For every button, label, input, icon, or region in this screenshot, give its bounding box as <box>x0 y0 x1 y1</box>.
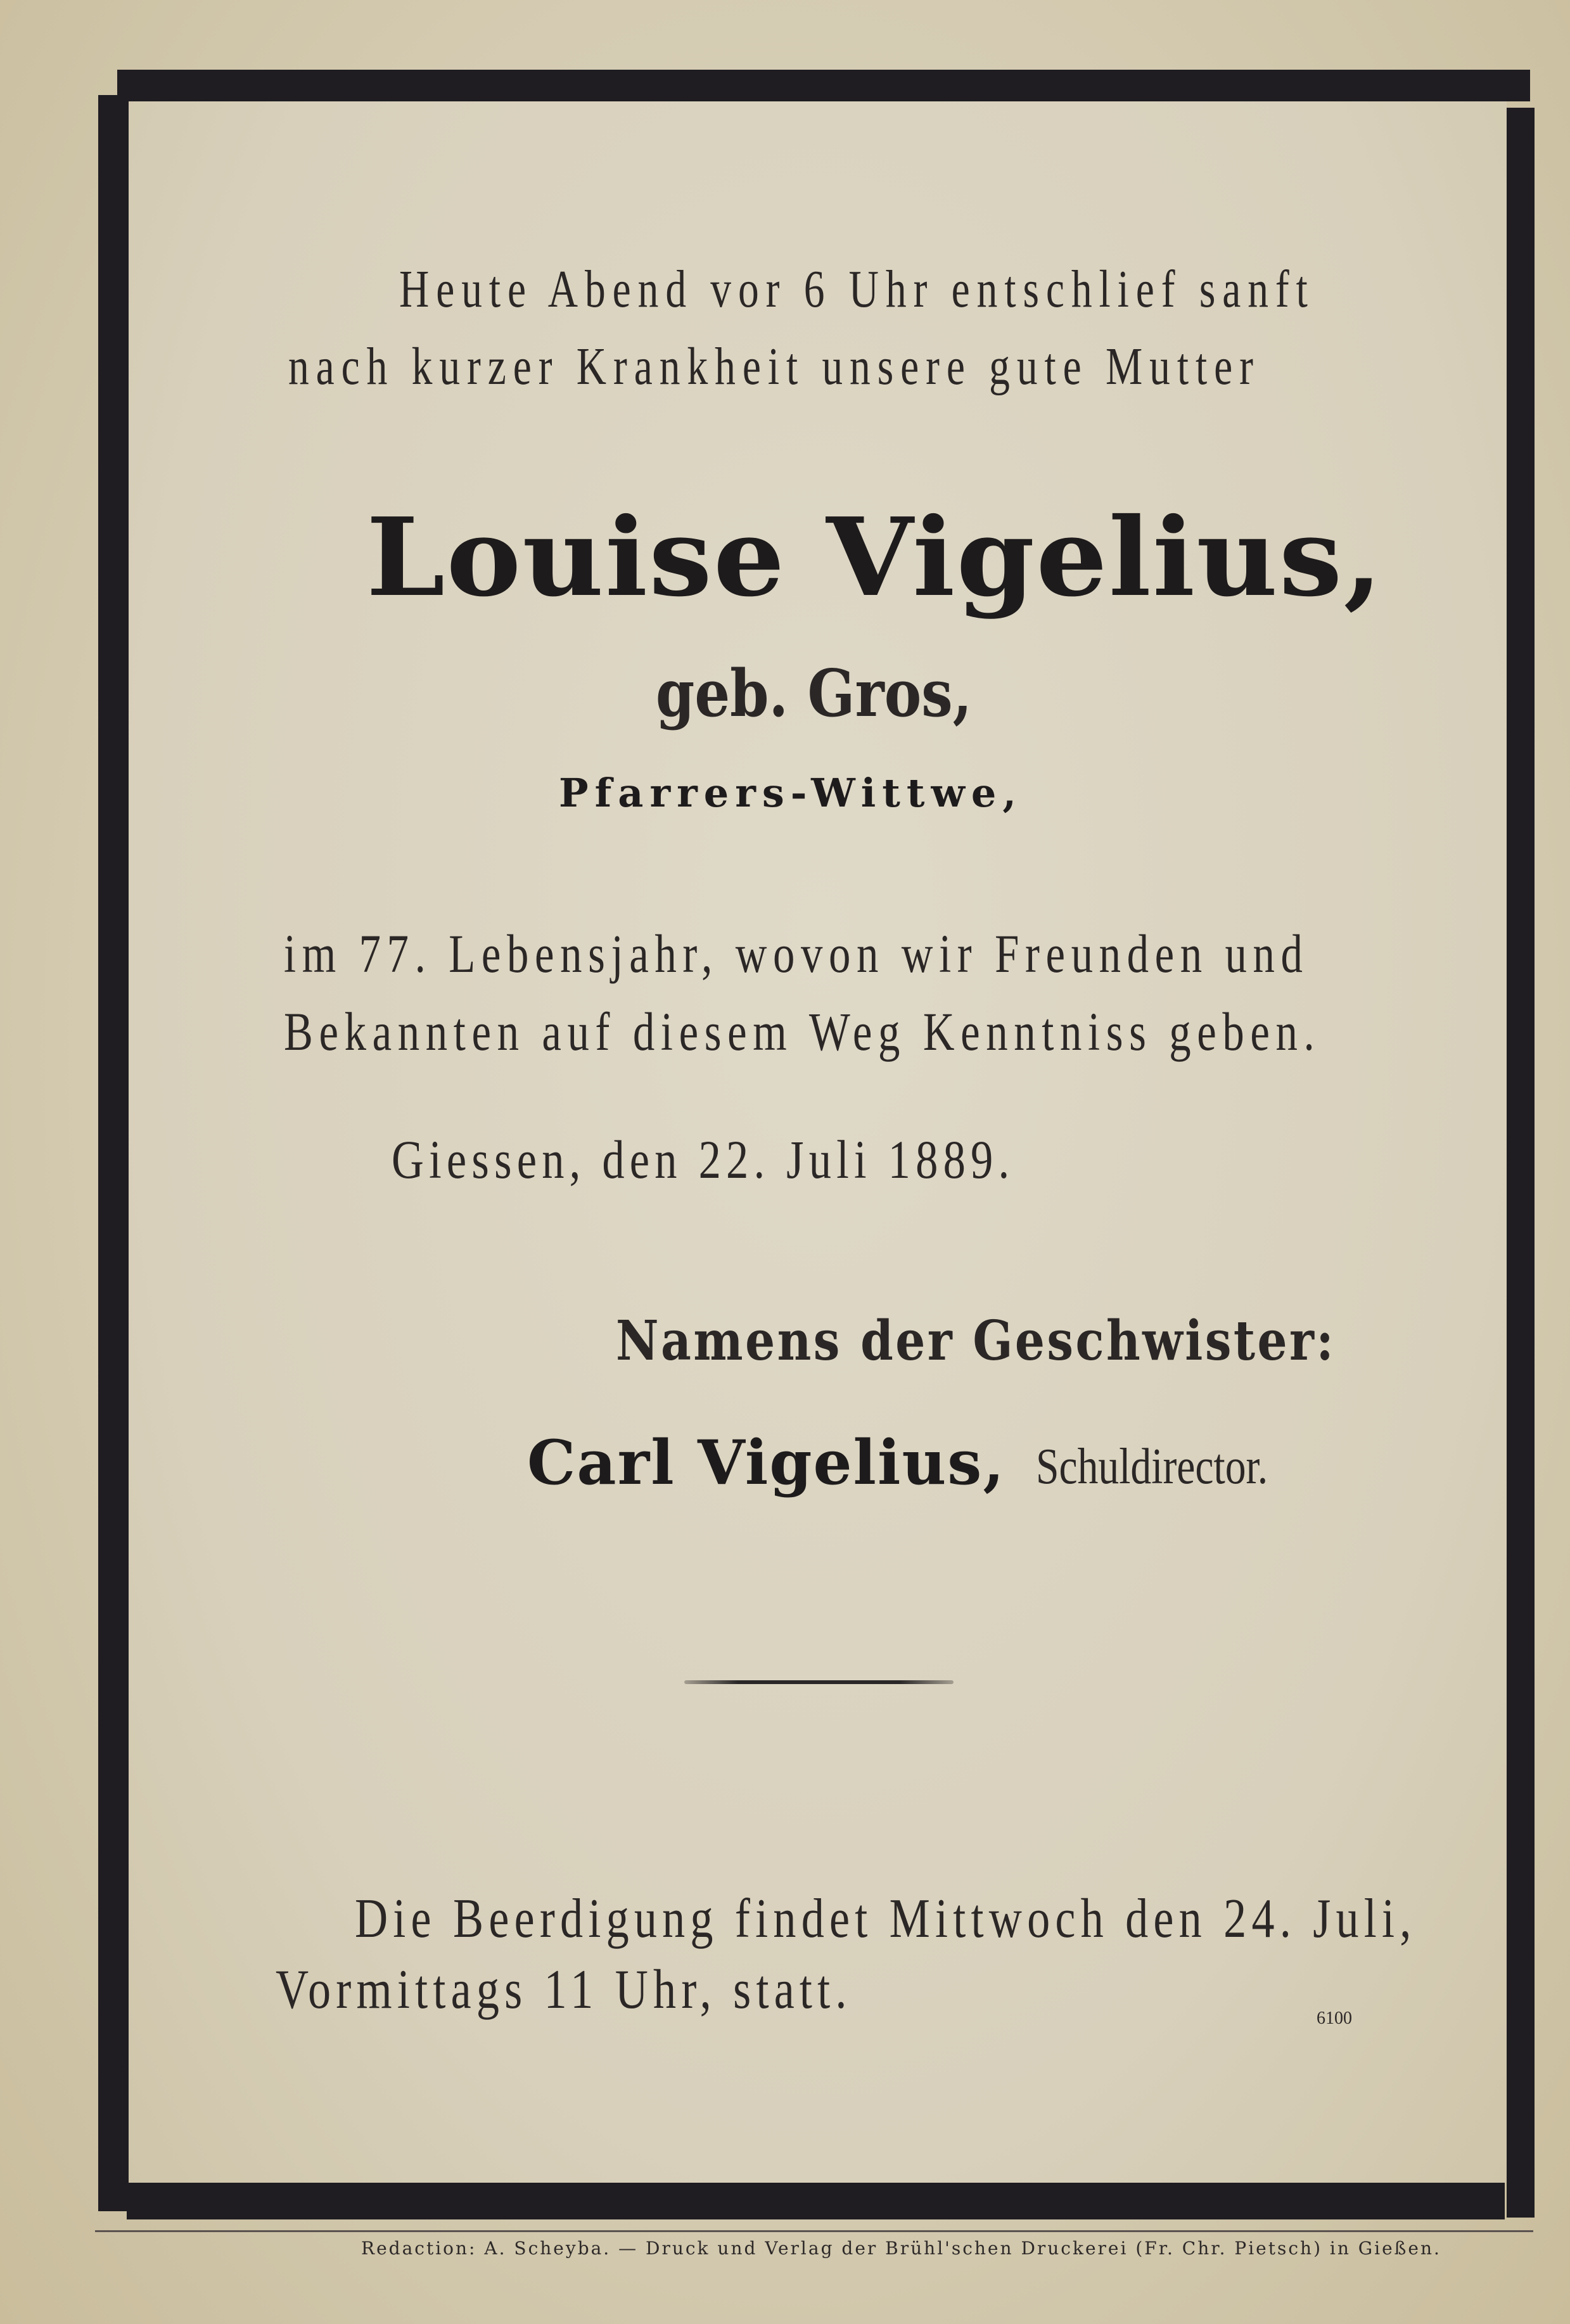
funeral-line-1: Die Beerdigung findet Mittwoch den 24. Juli, <box>355 1888 1417 1950</box>
mourning-border-right <box>1507 108 1535 2218</box>
mourning-border-bottom <box>127 2183 1505 2219</box>
notice-body-line-1: im 77. Lebensjahr, wovon wir Freunden und <box>284 923 1309 984</box>
deceased-occupation: Pfarrers-Wittwe, <box>559 770 1023 816</box>
notice-intro-line-2: nach kurzer Krankheit unsere gute Mutter <box>288 337 1260 396</box>
ad-number: 6100 <box>1317 2008 1352 2028</box>
place-and-date: Giessen, den 22. Juli 1889. <box>392 1129 1015 1190</box>
deceased-name: Louise Vigelius, <box>366 494 1384 621</box>
footer-divider <box>95 2230 1533 2232</box>
maiden-name: geb. Gros, <box>656 656 973 732</box>
on-behalf-heading: Namens der Geschwister: <box>616 1309 1336 1373</box>
funeral-line-2: Vormittags 11 Uhr, statt. <box>276 1959 852 2021</box>
signer-title: Schuldirector. <box>1036 1439 1268 1495</box>
mourning-border-top <box>117 70 1530 101</box>
divider-rule <box>684 1680 954 1684</box>
notice-intro-line-1: Heute Abend vor 6 Uhr entschlief sanft <box>399 260 1315 319</box>
printer-imprint: Redaction: A. Scheyba. — Druck und Verlag der Brühl'schen Druckerei (Fr. Chr. Pietsch) in Gießen. <box>361 2238 1441 2259</box>
notice-body-line-2: Bekannten auf diesem Weg Kenntniss geben. <box>284 1001 1321 1062</box>
mourning-border-left <box>98 95 129 2211</box>
signer-name: Carl Vigelius, <box>527 1427 1005 1498</box>
